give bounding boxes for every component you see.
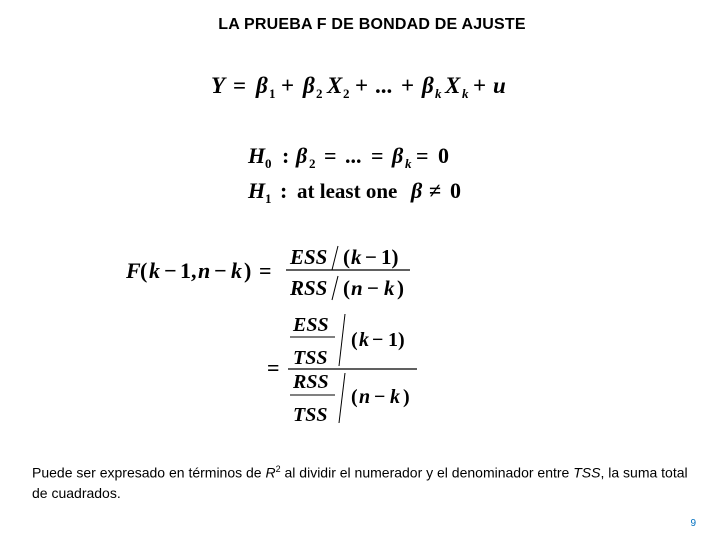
svg-text:β: β [422,73,434,98]
svg-text:H: H [248,178,266,203]
svg-text:2: 2 [316,86,323,101]
svg-text:β: β [411,178,423,203]
svg-text:k: k [405,156,412,171]
svg-text:n: n [198,258,211,283]
alt-hypothesis [244,173,484,214]
svg-text:1,: 1, [180,258,197,283]
svg-text:): ) [403,386,410,408]
svg-text::: : [280,178,288,203]
svg-text:at least one: at least one [297,179,398,203]
svg-text:≠: ≠ [429,178,442,203]
svg-text:n: n [351,276,363,300]
slide-title: LA PRUEBA F DE BONDAD DE AJUSTE [218,16,526,33]
svg-text:k: k [390,386,400,408]
svg-text:k: k [231,258,242,283]
svg-text:X: X [327,73,343,98]
svg-text:0: 0 [450,178,461,203]
svg-text:=: = [259,258,272,283]
svg-text:1: 1 [269,86,276,101]
svg-text:+: + [281,73,295,98]
svg-text:−: − [164,258,177,283]
svg-text:2: 2 [343,86,350,101]
svg-text:−: − [374,386,386,408]
f-statistic-svg [122,238,432,428]
note-r-symbol: R [265,464,276,481]
svg-text:(: ( [343,276,350,300]
svg-text:...: ... [345,143,362,168]
note-tss: TSS [573,464,601,481]
svg-text:Y: Y [211,73,226,98]
svg-text:β: β [392,143,404,168]
svg-text:0: 0 [438,143,449,168]
svg-text:k: k [384,276,395,300]
svg-text:0: 0 [265,156,272,171]
svg-text:2: 2 [309,156,316,171]
model-equation [205,66,515,111]
page-number: 9 [690,518,696,529]
svg-text:β: β [256,73,268,98]
f-statistic [122,238,432,433]
svg-text:+: + [355,73,369,98]
model-equation-svg [205,66,515,106]
svg-text:−: − [365,245,377,269]
svg-text:+: + [473,73,487,98]
svg-text:RSS: RSS [293,371,329,393]
note-suffix: , la suma total de cuadrados. [32,464,688,501]
svg-text:k: k [351,245,362,269]
svg-text:k: k [462,86,469,101]
svg-text:k: k [435,86,442,101]
svg-text:ESS: ESS [293,314,329,336]
svg-text:β: β [303,73,315,98]
svg-text:β: β [296,143,308,168]
svg-text:X: X [445,73,461,98]
note-middle: al dividir el numerador y el denominador entre [280,464,574,481]
svg-text:−: − [372,329,384,351]
svg-text:n: n [359,386,371,408]
svg-text:H: H [248,143,266,168]
alt-hypothesis-svg [244,173,484,209]
svg-text:k: k [149,258,160,283]
svg-text::: : [282,143,290,168]
svg-text:ESS: ESS [290,245,328,269]
svg-text:+: + [401,73,415,98]
svg-text:TSS: TSS [293,404,328,426]
svg-text:...: ... [375,73,393,98]
svg-text:RSS: RSS [290,276,328,300]
svg-text:=: = [267,355,280,380]
explanatory-note [32,459,702,503]
svg-text:): ) [397,276,404,300]
note-r-superscript: 2 [275,464,281,474]
svg-text:1): 1) [388,329,405,351]
svg-text:=: = [324,143,337,168]
svg-text:F: F [126,258,141,283]
svg-text:−: − [367,276,379,300]
svg-text:=: = [371,143,384,168]
svg-text:k: k [359,329,369,351]
svg-text:u: u [493,73,506,98]
svg-text:(: ( [140,258,148,283]
svg-text:1: 1 [265,191,272,206]
svg-text:1): 1) [381,245,399,269]
svg-text:(: ( [343,245,350,269]
svg-text:TSS: TSS [293,347,328,369]
svg-text:(: ( [351,329,358,351]
svg-text:−: − [214,258,227,283]
svg-text:): ) [244,258,252,283]
null-hypothesis-svg [244,138,484,174]
note-prefix: Puede ser expresado en términos de [32,464,266,481]
svg-text:(: ( [351,386,358,408]
svg-text:=: = [416,143,429,168]
svg-text:=: = [233,73,247,98]
